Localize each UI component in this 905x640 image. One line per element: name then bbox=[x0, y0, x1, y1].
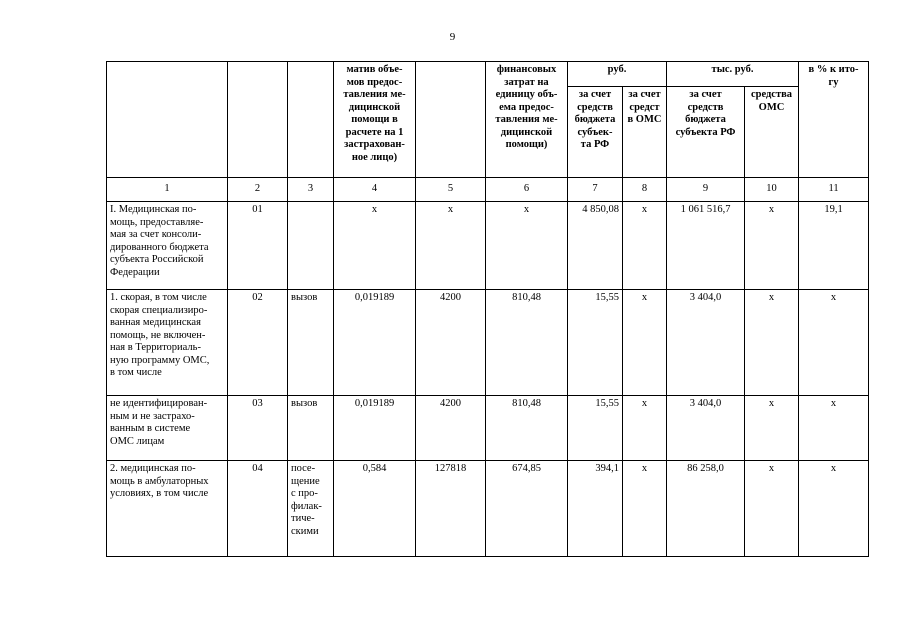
financing-table bbox=[106, 61, 869, 557]
column-number: 3 bbox=[288, 178, 334, 202]
row-cost-norm: 810,48 bbox=[486, 396, 568, 461]
header-cell-2 bbox=[228, 62, 288, 178]
header-cell-1 bbox=[107, 62, 228, 178]
row-percent: х bbox=[799, 461, 869, 557]
row-code: 02 bbox=[228, 290, 288, 396]
row-oms-rub: х bbox=[623, 396, 667, 461]
header-cell-4: матив объе- мов предос- тавления ме- дицинской помощи в расчете на 1 застрахован- ное лицо) bbox=[334, 62, 416, 178]
header-cell-9: за счет средств бюджета субъекта РФ bbox=[667, 87, 745, 178]
page-number: 9 bbox=[449, 31, 456, 43]
row-volume-norm: 0,584 bbox=[334, 461, 416, 557]
column-number: 11 bbox=[799, 178, 869, 202]
row-budget-rub: 394,1 bbox=[568, 461, 623, 557]
row-budget-rub: 15,55 bbox=[568, 290, 623, 396]
row-code: 01 bbox=[228, 202, 288, 290]
row-unit: посе- щение с про- филак- тиче- скими bbox=[288, 461, 334, 557]
row-code: 03 bbox=[228, 396, 288, 461]
column-number: 10 bbox=[745, 178, 799, 202]
table-row bbox=[107, 290, 869, 396]
row-budget-thous: 3 404,0 bbox=[667, 290, 745, 396]
column-number: 8 bbox=[623, 178, 667, 202]
row-percent: х bbox=[799, 396, 869, 461]
column-number: 2 bbox=[228, 178, 288, 202]
row-volume-norm: х bbox=[334, 202, 416, 290]
row-percent: 19,1 bbox=[799, 202, 869, 290]
header-cell-6: финансовых затрат на единицу объ- ема предос- тавления ме- дицинской помощи) bbox=[486, 62, 568, 178]
header-group-thous-rub: тыс. руб. bbox=[667, 62, 799, 87]
row-cost-norm: 674,85 bbox=[486, 461, 568, 557]
column-number: 1 bbox=[107, 178, 228, 202]
row-name: не идентифицирован- ным и не застрахо- ванным в системе ОМС лицам bbox=[107, 396, 228, 461]
column-number: 6 bbox=[486, 178, 568, 202]
row-oms-rub: х bbox=[623, 461, 667, 557]
row-col5: х bbox=[416, 202, 486, 290]
row-budget-rub: 4 850,08 bbox=[568, 202, 623, 290]
row-budget-thous: 1 061 516,7 bbox=[667, 202, 745, 290]
row-budget-thous: 3 404,0 bbox=[667, 396, 745, 461]
row-percent: х bbox=[799, 290, 869, 396]
row-unit: вызов bbox=[288, 396, 334, 461]
column-number: 5 bbox=[416, 178, 486, 202]
row-unit bbox=[288, 202, 334, 290]
header-cell-3 bbox=[288, 62, 334, 178]
row-oms-rub: х bbox=[623, 290, 667, 396]
column-number: 7 bbox=[568, 178, 623, 202]
row-oms-thous: х bbox=[745, 290, 799, 396]
table-row bbox=[107, 461, 869, 557]
header-group-rub: руб. bbox=[568, 62, 667, 87]
row-volume-norm: 0,019189 bbox=[334, 396, 416, 461]
row-oms-thous: х bbox=[745, 461, 799, 557]
row-code: 04 bbox=[228, 461, 288, 557]
table-row bbox=[107, 396, 869, 461]
row-name: I. Медицинская по- мощь, предоставляе- мая за счет консоли- дированного бюджета субъекта Российской Федерации bbox=[107, 202, 228, 290]
column-number: 4 bbox=[334, 178, 416, 202]
column-number: 9 bbox=[667, 178, 745, 202]
row-budget-thous: 86 258,0 bbox=[667, 461, 745, 557]
row-volume-norm: 0,019189 bbox=[334, 290, 416, 396]
row-budget-rub: 15,55 bbox=[568, 396, 623, 461]
row-cost-norm: 810,48 bbox=[486, 290, 568, 396]
header-cell-5 bbox=[416, 62, 486, 178]
row-cost-norm: х bbox=[486, 202, 568, 290]
row-oms-thous: х bbox=[745, 202, 799, 290]
header-cell-8: за счет средст в ОМС bbox=[623, 87, 667, 178]
row-oms-thous: х bbox=[745, 396, 799, 461]
row-col5: 127818 bbox=[416, 461, 486, 557]
row-col5: 4200 bbox=[416, 396, 486, 461]
row-unit: вызов bbox=[288, 290, 334, 396]
table-row bbox=[107, 202, 869, 290]
row-name: 2. медицинская по- мощь в амбулаторных условиях, в том числе bbox=[107, 461, 228, 557]
header-cell-11: в % к ито- гу bbox=[799, 62, 869, 178]
row-oms-rub: х bbox=[623, 202, 667, 290]
row-col5: 4200 bbox=[416, 290, 486, 396]
header-cell-7: за счет средств бюджета субъек- та РФ bbox=[568, 87, 623, 178]
row-name: 1. скорая, в том числе скорая специализиро- ванная медицинская помощь, не включен- ная в Территориаль- ную программу ОМС, в том числе bbox=[107, 290, 228, 396]
header-cell-10: средства ОМС bbox=[745, 87, 799, 178]
